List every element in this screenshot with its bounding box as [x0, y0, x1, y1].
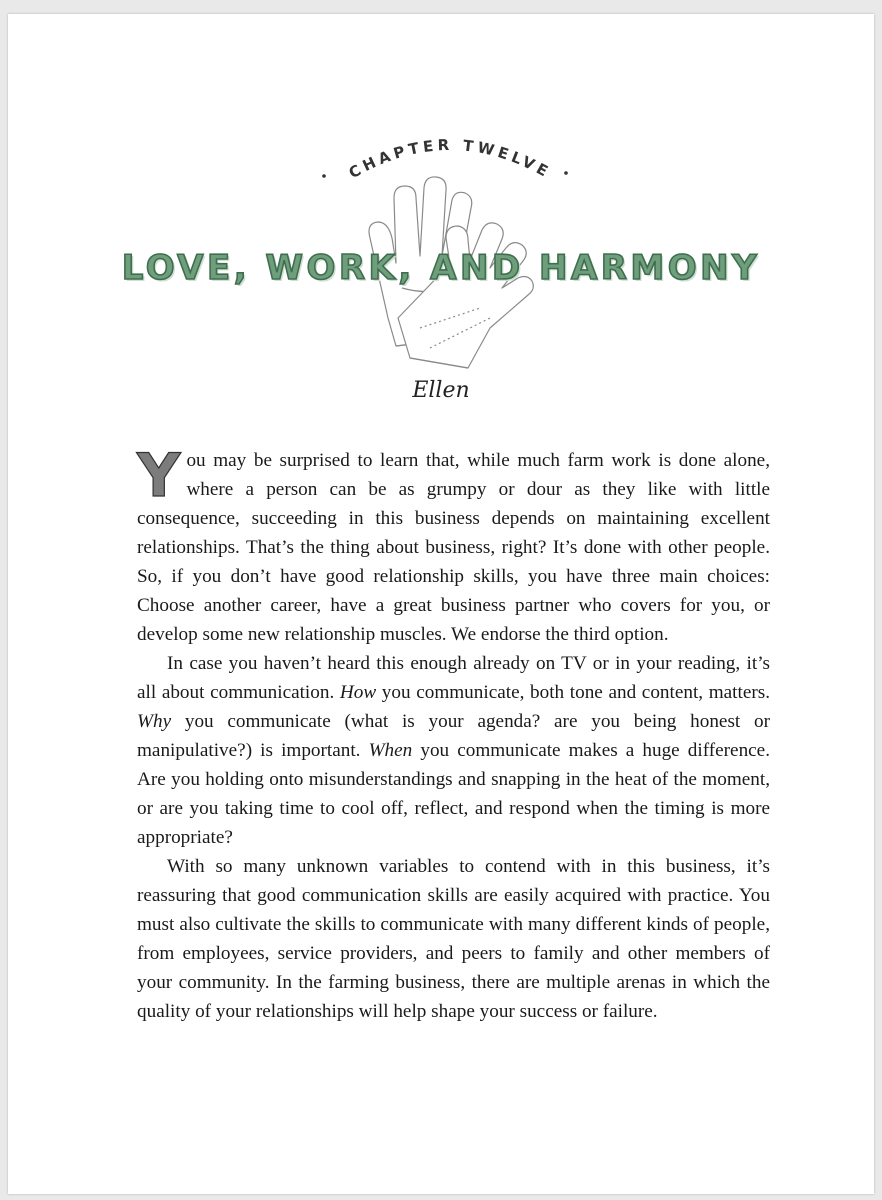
emphasis-when: When — [368, 740, 413, 761]
paragraph-2-part-1: In case you haven’t heard this enough already on TV or in your reading, it’s all about communication. — [137, 653, 770, 703]
arc-dot-right — [564, 171, 568, 175]
paragraph-2 — [137, 649, 770, 852]
paragraph-2-part-2: you communicate, both tone and content, matters. — [376, 682, 770, 703]
chapter-body — [137, 441, 770, 1026]
paragraph-1-text: ou may be surprised to learn that, while much farm work is done alone, where a person can be as grumpy or dour as they like with little consequence, succeeding in this business depends on maintaining excellent relationships. That’s the thing about business, right? It’s done with other people. So, if you don’t have good relationship skills, you have three main choices: Choose another career, have a great business partner who covers for you, or develop some new relationship muscles. We endorse the third option. — [137, 450, 770, 645]
chapter-title: LOVE, WORK, AND HARMONY — [121, 248, 761, 288]
drop-cap: Y — [137, 441, 181, 511]
paragraph-2-part-4: you communicate makes a huge difference. Are you holding onto misunderstandings and snapping in the heat of the moment, or are you taking time to cool off, reflect, and respond when the timing is more appropriate? — [137, 740, 770, 848]
paragraph-3: With so many unknown variables to contend with in this business, it’s reassuring that good communication skills are easily acquired with practice. You must also cultivate the skills to communicate with many different kinds of people, from employees, service providers, and peers to family and other members of your community. In the farming business, there are multiple arenas in which the quality of your relationships will help shape your success or failure. — [137, 856, 770, 1022]
arc-dot-left — [322, 174, 326, 178]
chapter-label-text: CHAPTER TWELVE — [345, 135, 555, 183]
emphasis-how: How — [339, 682, 377, 703]
paragraph-2-part-3: you communicate (what is your agenda? are you being honest or manipulative?) is important. — [137, 711, 770, 761]
emphasis-why: Why — [137, 711, 172, 732]
chapter-author: Ellen — [412, 378, 470, 403]
paragraph-1 — [137, 441, 770, 649]
